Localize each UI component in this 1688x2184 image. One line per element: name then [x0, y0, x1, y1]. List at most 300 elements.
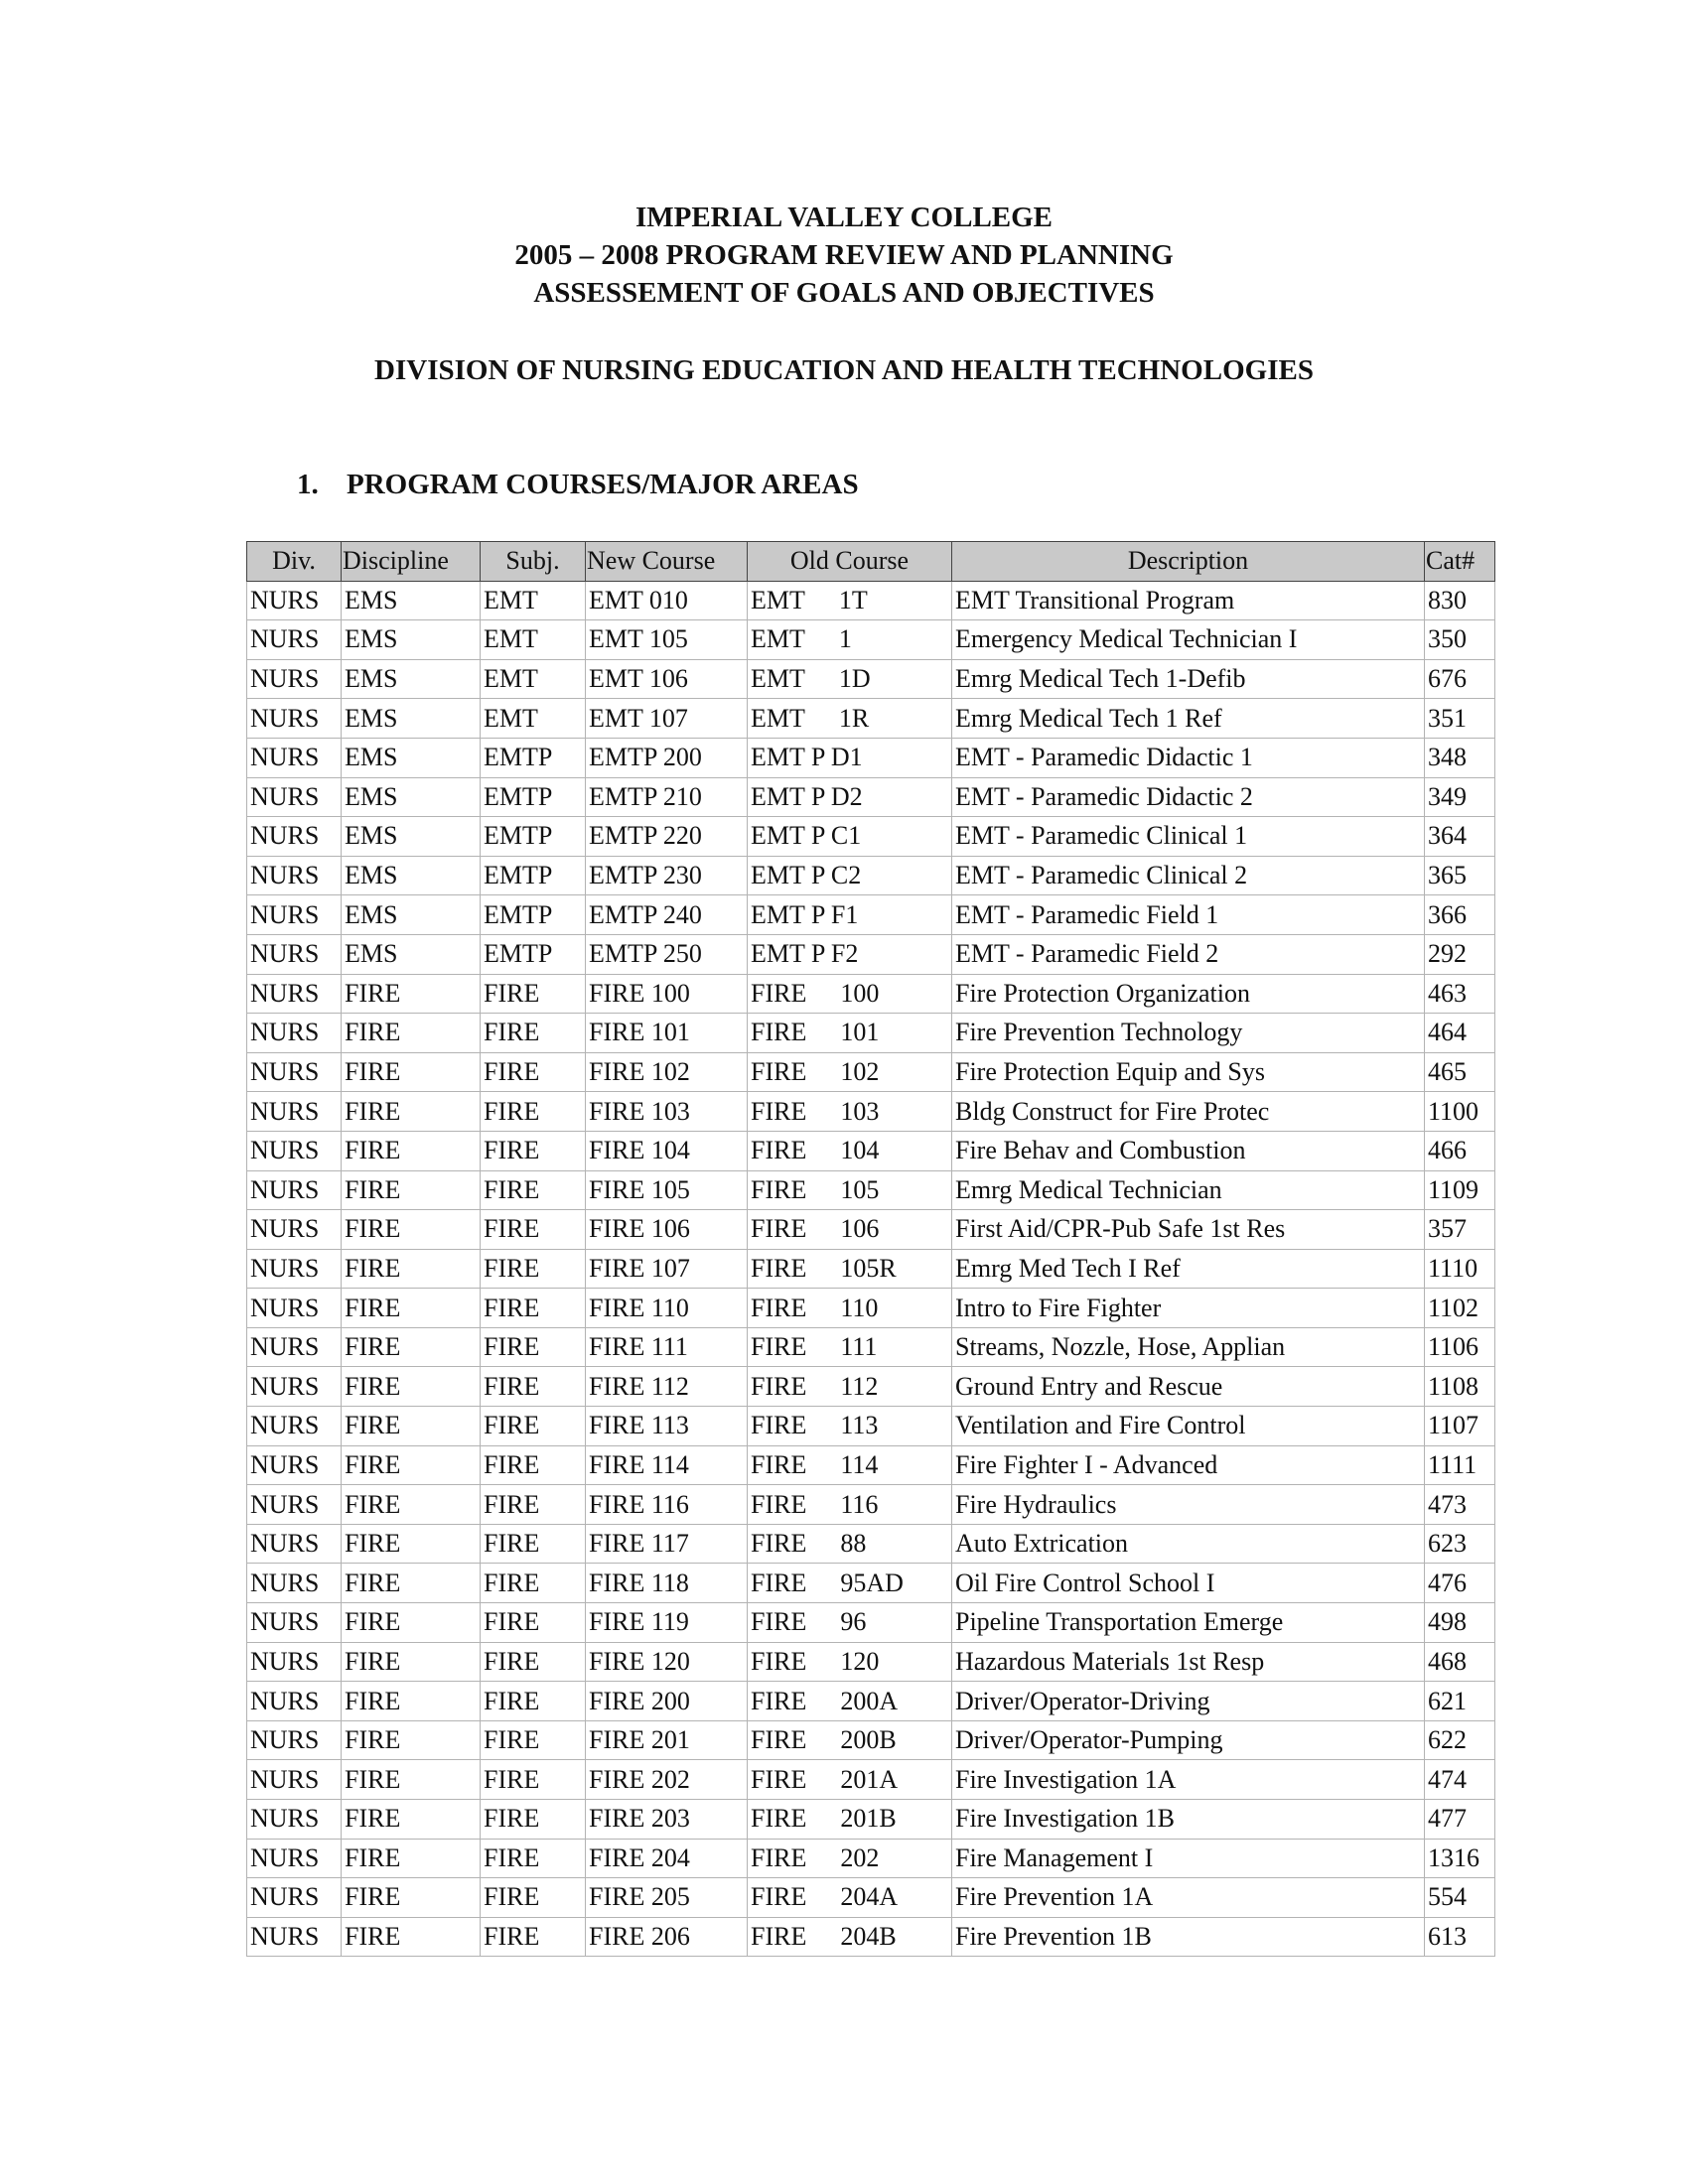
old-course-subject: EMT P D2	[751, 781, 863, 811]
table-row	[247, 1603, 1495, 1643]
old-course-number: 200B	[840, 1725, 897, 1755]
cell-cat: 349	[1425, 777, 1495, 817]
old-course-number: 113	[840, 1411, 879, 1440]
cell-div: NURS	[247, 1210, 342, 1250]
cell-subj: FIRE	[481, 1367, 586, 1407]
cell-new-course: FIRE 104	[586, 1131, 748, 1170]
cell-cat: 1111	[1425, 1445, 1495, 1485]
cell-div: NURS	[247, 659, 342, 699]
cell-subj: FIRE	[481, 1917, 586, 1957]
old-course-number: 1D	[838, 664, 871, 694]
old-course-subject: EMT	[751, 664, 805, 694]
cell-subj: FIRE	[481, 1878, 586, 1918]
cell-discipline: FIRE	[342, 1682, 481, 1721]
cell-subj: EMTP	[481, 934, 586, 974]
cell-description: Emrg Medical Technician	[952, 1170, 1425, 1210]
old-course-subject: FIRE	[751, 1686, 807, 1715]
old-course-number: 96	[840, 1607, 867, 1637]
table-row	[247, 699, 1495, 739]
cell-old-course	[748, 1131, 952, 1170]
cell-old-course	[748, 1445, 952, 1485]
cell-subj: FIRE	[481, 1839, 586, 1878]
cell-subj: EMT	[481, 659, 586, 699]
cell-description: Fire Management I	[952, 1839, 1425, 1878]
cell-old-course	[748, 1289, 952, 1328]
cell-cat: 366	[1425, 895, 1495, 935]
cell-old-course	[748, 659, 952, 699]
cell-cat: 1100	[1425, 1092, 1495, 1132]
cell-old-course	[748, 1367, 952, 1407]
table-row	[247, 738, 1495, 777]
cell-discipline: FIRE	[342, 1407, 481, 1446]
cell-discipline: FIRE	[342, 974, 481, 1014]
cell-cat: 676	[1425, 659, 1495, 699]
table-row	[247, 895, 1495, 935]
cell-description: Fire Hydraulics	[952, 1485, 1425, 1525]
cell-subj: FIRE	[481, 1407, 586, 1446]
cell-old-course	[748, 1800, 952, 1840]
old-course-subject: FIRE	[751, 1882, 807, 1912]
cell-cat: 1109	[1425, 1170, 1495, 1210]
old-course-subject: FIRE	[751, 1096, 807, 1126]
cell-new-course: FIRE 202	[586, 1760, 748, 1800]
cell-div: NURS	[247, 895, 342, 935]
cell-old-course	[748, 1170, 952, 1210]
cell-new-course: FIRE 100	[586, 974, 748, 1014]
cell-div: NURS	[247, 699, 342, 739]
old-course-subject: EMT P C2	[751, 861, 862, 890]
cell-old-course	[748, 581, 952, 620]
cell-new-course: EMT 107	[586, 699, 748, 739]
cell-subj: EMTP	[481, 817, 586, 857]
old-course-subject: FIRE	[751, 1646, 807, 1676]
cell-new-course: FIRE 201	[586, 1720, 748, 1760]
cell-subj: FIRE	[481, 1170, 586, 1210]
cell-description: Fire Prevention 1B	[952, 1917, 1425, 1957]
cell-description: Hazardous Materials 1st Resp	[952, 1642, 1425, 1682]
cell-discipline: FIRE	[342, 1210, 481, 1250]
old-course-number: 101	[840, 1018, 880, 1047]
cell-div: NURS	[247, 1682, 342, 1721]
cell-discipline: FIRE	[342, 1249, 481, 1289]
cell-div: NURS	[247, 1564, 342, 1603]
table-row	[247, 1839, 1495, 1878]
cell-discipline: EMS	[342, 738, 481, 777]
document-subtitle: 2005 – 2008 PROGRAM REVIEW AND PLANNING	[514, 239, 1174, 271]
cell-discipline: EMS	[342, 934, 481, 974]
cell-cat: 621	[1425, 1682, 1495, 1721]
table-row	[247, 581, 1495, 620]
old-course-subject: FIRE	[751, 1449, 807, 1479]
cell-description: Fire Prevention 1A	[952, 1878, 1425, 1918]
cell-discipline: EMS	[342, 581, 481, 620]
cell-description: Streams, Nozzle, Hose, Applian	[952, 1327, 1425, 1367]
cell-discipline: EMS	[342, 699, 481, 739]
section-heading	[297, 466, 859, 503]
cell-discipline: EMS	[342, 777, 481, 817]
cell-discipline: FIRE	[342, 1485, 481, 1525]
cell-subj: FIRE	[481, 1800, 586, 1840]
old-course-subject: FIRE	[751, 1764, 807, 1794]
cell-description: Auto Extrication	[952, 1524, 1425, 1564]
cell-cat: 498	[1425, 1603, 1495, 1643]
table-row	[247, 1170, 1495, 1210]
cell-discipline: FIRE	[342, 1052, 481, 1092]
cell-cat: 465	[1425, 1052, 1495, 1092]
cell-div: NURS	[247, 1131, 342, 1170]
section-title: PROGRAM COURSES/MAJOR AREAS	[347, 469, 859, 500]
table-row	[247, 934, 1495, 974]
cell-description: Emergency Medical Technician I	[952, 620, 1425, 660]
document-subtitle-2: ASSESSEMENT OF GOALS AND OBJECTIVES	[533, 277, 1155, 309]
cell-div: NURS	[247, 1720, 342, 1760]
cell-new-course: FIRE 120	[586, 1642, 748, 1682]
col-header-new-course: New Course	[586, 542, 748, 582]
cell-div: NURS	[247, 1800, 342, 1840]
cell-cat: 474	[1425, 1760, 1495, 1800]
cell-div: NURS	[247, 1642, 342, 1682]
cell-description: Fire Investigation 1B	[952, 1800, 1425, 1840]
cell-subj: FIRE	[481, 1445, 586, 1485]
table-header-row	[247, 542, 1495, 582]
cell-subj: FIRE	[481, 1760, 586, 1800]
cell-cat: 1316	[1425, 1839, 1495, 1878]
cell-subj: EMTP	[481, 895, 586, 935]
cell-new-course: EMTP 250	[586, 934, 748, 974]
cell-cat: 468	[1425, 1642, 1495, 1682]
old-course-subject: EMT P C1	[751, 821, 862, 851]
cell-discipline: FIRE	[342, 1800, 481, 1840]
old-course-subject: FIRE	[751, 978, 807, 1008]
cell-cat: 830	[1425, 581, 1495, 620]
cell-cat: 477	[1425, 1800, 1495, 1840]
old-course-subject: FIRE	[751, 1529, 807, 1559]
old-course-number: 120	[840, 1646, 880, 1676]
cell-old-course	[748, 1210, 952, 1250]
old-course-subject: FIRE	[751, 1922, 807, 1952]
cell-description: Emrg Medical Tech 1 Ref	[952, 699, 1425, 739]
cell-div: NURS	[247, 1052, 342, 1092]
old-course-number: 1	[838, 624, 852, 654]
table-row	[247, 1485, 1495, 1525]
cell-cat: 351	[1425, 699, 1495, 739]
cell-description: Pipeline Transportation Emerge	[952, 1603, 1425, 1643]
cell-old-course	[748, 699, 952, 739]
cell-subj: FIRE	[481, 1603, 586, 1643]
old-course-subject: FIRE	[751, 1371, 807, 1401]
cell-old-course	[748, 974, 952, 1014]
cell-discipline: FIRE	[342, 1131, 481, 1170]
cell-cat: 350	[1425, 620, 1495, 660]
col-header-old-course: Old Course	[748, 542, 952, 582]
cell-cat: 622	[1425, 1720, 1495, 1760]
cell-description: Intro to Fire Fighter	[952, 1289, 1425, 1328]
old-course-subject: FIRE	[751, 1489, 807, 1519]
cell-old-course	[748, 777, 952, 817]
cell-subj: FIRE	[481, 1720, 586, 1760]
old-course-subject: FIRE	[751, 1411, 807, 1440]
cell-old-course	[748, 1603, 952, 1643]
cell-subj: FIRE	[481, 1289, 586, 1328]
cell-discipline: EMS	[342, 620, 481, 660]
table-row	[247, 1092, 1495, 1132]
cell-old-course	[748, 895, 952, 935]
cell-discipline: EMS	[342, 817, 481, 857]
cell-discipline: FIRE	[342, 1170, 481, 1210]
table-row	[247, 974, 1495, 1014]
cell-new-course: EMT 106	[586, 659, 748, 699]
cell-description: Fire Protection Organization	[952, 974, 1425, 1014]
cell-discipline: EMS	[342, 856, 481, 895]
cell-description: Emrg Med Tech I Ref	[952, 1249, 1425, 1289]
cell-cat: 1107	[1425, 1407, 1495, 1446]
cell-description: Driver/Operator-Pumping	[952, 1720, 1425, 1760]
cell-old-course	[748, 1327, 952, 1367]
old-course-subject: FIRE	[751, 1293, 807, 1322]
cell-old-course	[748, 1917, 952, 1957]
old-course-number: 1T	[838, 585, 868, 614]
old-course-number: 200A	[840, 1686, 899, 1715]
cell-cat: 463	[1425, 974, 1495, 1014]
cell-div: NURS	[247, 1289, 342, 1328]
cell-description: EMT - Paramedic Field 1	[952, 895, 1425, 935]
table-row	[247, 1642, 1495, 1682]
old-course-subject: FIRE	[751, 1332, 807, 1362]
old-course-subject: FIRE	[751, 1214, 807, 1244]
cell-subj: FIRE	[481, 974, 586, 1014]
table-row	[247, 1327, 1495, 1367]
cell-div: NURS	[247, 1367, 342, 1407]
old-course-number: 102	[840, 1057, 880, 1087]
cell-discipline: FIRE	[342, 1917, 481, 1957]
cell-discipline: FIRE	[342, 1092, 481, 1132]
cell-discipline: FIRE	[342, 1642, 481, 1682]
cell-div: NURS	[247, 738, 342, 777]
cell-new-course: FIRE 110	[586, 1289, 748, 1328]
col-header-cat: Cat#	[1425, 542, 1495, 582]
old-course-subject: EMT P F1	[751, 899, 859, 929]
cell-subj: FIRE	[481, 1249, 586, 1289]
old-course-subject: FIRE	[751, 1136, 807, 1165]
col-header-subj: Subj.	[481, 542, 586, 582]
cell-new-course: EMT 010	[586, 581, 748, 620]
cell-cat: 357	[1425, 1210, 1495, 1250]
cell-old-course	[748, 1524, 952, 1564]
cell-old-course	[748, 1407, 952, 1446]
cell-description: Fire Investigation 1A	[952, 1760, 1425, 1800]
old-course-number: 104	[840, 1136, 880, 1165]
cell-div: NURS	[247, 1878, 342, 1918]
cell-new-course: FIRE 101	[586, 1014, 748, 1053]
cell-subj: EMT	[481, 620, 586, 660]
cell-new-course: FIRE 106	[586, 1210, 748, 1250]
cell-new-course: FIRE 204	[586, 1839, 748, 1878]
old-course-number: 103	[840, 1096, 880, 1126]
table-row	[247, 1760, 1495, 1800]
cell-description: EMT Transitional Program	[952, 581, 1425, 620]
cell-div: NURS	[247, 777, 342, 817]
table-row	[247, 1917, 1495, 1957]
cell-discipline: FIRE	[342, 1014, 481, 1053]
old-course-subject: EMT P D1	[751, 743, 863, 772]
cell-div: NURS	[247, 1839, 342, 1878]
old-course-number: 201A	[840, 1764, 899, 1794]
old-course-number: 105R	[840, 1253, 897, 1283]
cell-new-course: FIRE 203	[586, 1800, 748, 1840]
cell-subj: FIRE	[481, 1485, 586, 1525]
old-course-subject: FIRE	[751, 1174, 807, 1204]
cell-description: EMT - Paramedic Didactic 1	[952, 738, 1425, 777]
old-course-number: 204A	[840, 1882, 899, 1912]
division-title: DIVISION OF NURSING EDUCATION AND HEALTH TECHNOLOGIES	[374, 354, 1314, 386]
cell-div: NURS	[247, 1327, 342, 1367]
cell-subj: EMTP	[481, 777, 586, 817]
table-row	[247, 1052, 1495, 1092]
cell-new-course: FIRE 111	[586, 1327, 748, 1367]
course-table	[246, 541, 1495, 1957]
cell-old-course	[748, 1642, 952, 1682]
cell-cat: 1108	[1425, 1367, 1495, 1407]
old-course-subject: FIRE	[751, 1018, 807, 1047]
cell-old-course	[748, 1720, 952, 1760]
cell-div: NURS	[247, 581, 342, 620]
cell-cat: 292	[1425, 934, 1495, 974]
cell-new-course: EMTP 230	[586, 856, 748, 895]
cell-discipline: EMS	[342, 659, 481, 699]
cell-new-course: FIRE 117	[586, 1524, 748, 1564]
old-course-number: 95AD	[840, 1568, 904, 1597]
table-row	[247, 856, 1495, 895]
cell-div: NURS	[247, 934, 342, 974]
old-course-number: 116	[840, 1489, 879, 1519]
cell-old-course	[748, 1092, 952, 1132]
table-row	[247, 1249, 1495, 1289]
cell-new-course: FIRE 205	[586, 1878, 748, 1918]
old-course-subject: FIRE	[751, 1607, 807, 1637]
old-course-subject: FIRE	[751, 1253, 807, 1283]
table-row	[247, 1878, 1495, 1918]
old-course-number: 106	[840, 1214, 880, 1244]
cell-subj: EMT	[481, 581, 586, 620]
col-header-description: Description	[952, 542, 1425, 582]
cell-subj: FIRE	[481, 1131, 586, 1170]
cell-cat: 1110	[1425, 1249, 1495, 1289]
cell-new-course: FIRE 200	[586, 1682, 748, 1721]
table-row	[247, 1524, 1495, 1564]
cell-cat: 466	[1425, 1131, 1495, 1170]
cell-new-course: FIRE 105	[586, 1170, 748, 1210]
cell-discipline: FIRE	[342, 1327, 481, 1367]
table-row	[247, 1720, 1495, 1760]
cell-discipline: FIRE	[342, 1289, 481, 1328]
cell-description: Bldg Construct for Fire Protec	[952, 1092, 1425, 1132]
document-title: IMPERIAL VALLEY COLLEGE	[634, 202, 1054, 233]
cell-div: NURS	[247, 1760, 342, 1800]
cell-new-course: FIRE 114	[586, 1445, 748, 1485]
cell-new-course: EMTP 200	[586, 738, 748, 777]
cell-old-course	[748, 934, 952, 974]
cell-old-course	[748, 1760, 952, 1800]
cell-description: Fire Fighter I - Advanced	[952, 1445, 1425, 1485]
cell-old-course	[748, 817, 952, 857]
old-course-subject: EMT	[751, 624, 805, 654]
cell-subj: FIRE	[481, 1210, 586, 1250]
cell-div: NURS	[247, 1485, 342, 1525]
old-course-number: 201B	[840, 1804, 897, 1834]
cell-cat: 348	[1425, 738, 1495, 777]
cell-div: NURS	[247, 856, 342, 895]
cell-discipline: FIRE	[342, 1839, 481, 1878]
old-course-number: 110	[840, 1293, 879, 1322]
cell-subj: FIRE	[481, 1564, 586, 1603]
old-course-number: 114	[840, 1449, 879, 1479]
cell-cat: 365	[1425, 856, 1495, 895]
cell-cat: 364	[1425, 817, 1495, 857]
old-course-subject: FIRE	[751, 1568, 807, 1597]
cell-old-course	[748, 1052, 952, 1092]
cell-cat: 623	[1425, 1524, 1495, 1564]
cell-old-course	[748, 1485, 952, 1525]
cell-new-course: EMTP 240	[586, 895, 748, 935]
col-header-div: Div.	[247, 542, 342, 582]
old-course-number: 204B	[840, 1922, 897, 1952]
cell-subj: FIRE	[481, 1524, 586, 1564]
cell-div: NURS	[247, 1014, 342, 1053]
cell-description: Oil Fire Control School I	[952, 1564, 1425, 1603]
col-header-discipline: Discipline	[342, 542, 481, 582]
table-row	[247, 1210, 1495, 1250]
cell-div: NURS	[247, 1603, 342, 1643]
old-course-number: 88	[840, 1529, 867, 1559]
old-course-subject: EMT	[751, 703, 805, 733]
cell-discipline: FIRE	[342, 1524, 481, 1564]
old-course-number: 111	[840, 1332, 878, 1362]
cell-div: NURS	[247, 817, 342, 857]
cell-subj: EMTP	[481, 856, 586, 895]
table-row	[247, 1445, 1495, 1485]
old-course-subject: FIRE	[751, 1843, 807, 1872]
cell-discipline: FIRE	[342, 1878, 481, 1918]
cell-cat: 554	[1425, 1878, 1495, 1918]
cell-new-course: EMT 105	[586, 620, 748, 660]
cell-discipline: FIRE	[342, 1760, 481, 1800]
table-row	[247, 777, 1495, 817]
cell-new-course: FIRE 116	[586, 1485, 748, 1525]
table-row	[247, 1367, 1495, 1407]
cell-new-course: FIRE 113	[586, 1407, 748, 1446]
old-course-number: 100	[840, 978, 880, 1008]
table-row	[247, 659, 1495, 699]
cell-div: NURS	[247, 1092, 342, 1132]
table-row	[247, 620, 1495, 660]
cell-description: Fire Protection Equip and Sys	[952, 1052, 1425, 1092]
cell-subj: EMT	[481, 699, 586, 739]
old-course-subject: EMT	[751, 585, 805, 614]
cell-discipline: FIRE	[342, 1720, 481, 1760]
cell-subj: FIRE	[481, 1014, 586, 1053]
cell-old-course	[748, 856, 952, 895]
cell-new-course: FIRE 103	[586, 1092, 748, 1132]
table-row	[247, 1014, 1495, 1053]
cell-old-course	[748, 738, 952, 777]
cell-div: NURS	[247, 1249, 342, 1289]
cell-description: EMT - Paramedic Clinical 2	[952, 856, 1425, 895]
cell-old-course	[748, 1564, 952, 1603]
table-row	[247, 817, 1495, 857]
cell-discipline: EMS	[342, 895, 481, 935]
cell-subj: FIRE	[481, 1642, 586, 1682]
cell-description: First Aid/CPR-Pub Safe 1st Res	[952, 1210, 1425, 1250]
